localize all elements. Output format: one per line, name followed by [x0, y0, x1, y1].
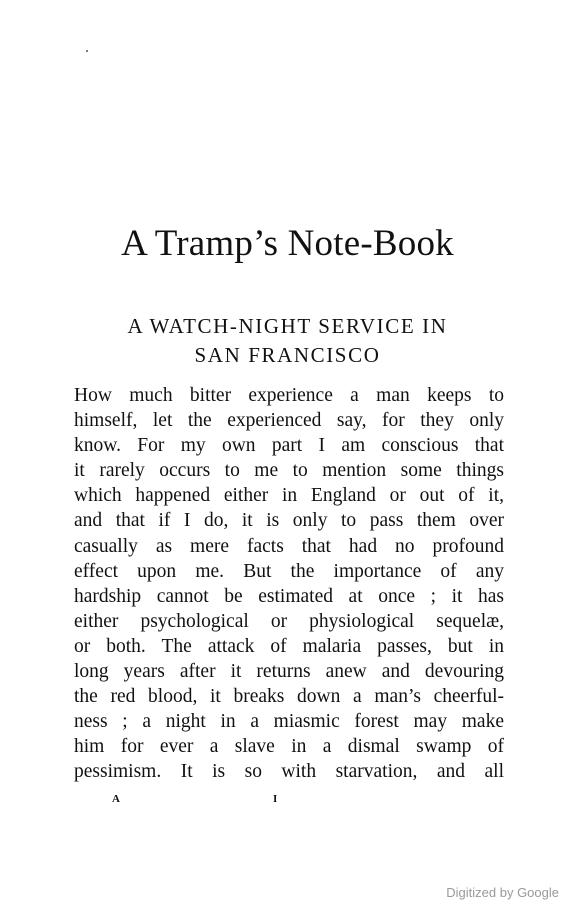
- chapter-title: [0, 312, 575, 370]
- book-title: A Tramp’s Note-Book: [121, 223, 454, 264]
- body-line: or both. The attack of malaria passes, but in: [74, 635, 504, 657]
- body-line: How much bitter experience a man keeps to: [74, 385, 504, 406]
- digitized-watermark: Digitized by Google: [446, 885, 559, 900]
- body-line: effect upon me. But the importance of any: [74, 560, 504, 582]
- chapter-title-line: SAN FRANCISCO: [194, 343, 381, 367]
- body-line: and that if I do, it is only to pass them over: [74, 510, 504, 532]
- body-line: it rarely occurs to me to mention some things: [74, 460, 504, 482]
- chapter-title-line: A WATCH-NIGHT SERVICE IN: [127, 314, 448, 338]
- body-line: either psychological or physiological sequelæ,: [74, 610, 504, 632]
- body-line: which happened either in England or out of it,: [74, 485, 504, 507]
- body-line: know. For my own part I am conscious that: [74, 435, 504, 457]
- page-number: I: [273, 793, 278, 805]
- body-line: himself, let the experienced say, for they only: [74, 410, 504, 432]
- body-line: him for ever a slave in a dismal swamp of: [74, 736, 504, 758]
- body-line: casually as mere facts that had no profound: [74, 535, 504, 557]
- signature-mark: A: [112, 793, 121, 805]
- body-line: the red blood, it breaks down a man’s cheerful-: [74, 686, 504, 708]
- body-line: ness ; a night in a miasmic forest may make: [74, 711, 504, 733]
- body-line: pessimism. It is so with starvation, and all: [74, 761, 504, 783]
- body-line: hardship cannot be estimated at once ; it has: [74, 585, 504, 607]
- body-paragraph: [74, 383, 504, 785]
- paper-speck: [86, 50, 88, 52]
- body-line: long years after it returns anew and devouring: [74, 661, 504, 683]
